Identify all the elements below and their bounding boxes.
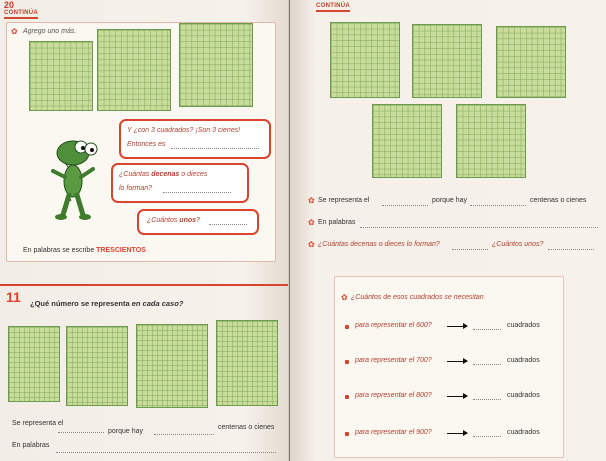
words-sentence: En palabras se escribe TRESCIENTOS <box>23 247 146 254</box>
box-question: ¿Cuántos de esos cuadrados se necesitan <box>351 294 484 301</box>
rep-label-right: Se representa el <box>318 197 370 204</box>
item-unit: cuadrados <box>507 322 540 329</box>
answer-line[interactable] <box>171 148 259 149</box>
section-number: 11 <box>6 289 21 305</box>
hundred-square-r4 <box>372 104 442 178</box>
answer-line[interactable] <box>452 249 488 250</box>
answer-line[interactable] <box>58 432 104 433</box>
bullet-icon <box>345 325 349 329</box>
hundred-square-11-3 <box>136 324 208 408</box>
bullet-icon <box>345 360 349 364</box>
speech-bubble-hundreds <box>119 119 271 159</box>
hundred-square-r1 <box>330 22 400 98</box>
hundred-square-r5 <box>456 104 526 178</box>
bubble-hundreds-line2: Entonces es <box>127 141 166 148</box>
answer-line[interactable] <box>470 205 526 206</box>
arrow-right-icon <box>447 433 467 434</box>
left-page <box>0 0 289 461</box>
section11-question: ¿Qué número se representa en cada caso? <box>30 299 184 308</box>
hundreds-needed-box <box>334 276 564 458</box>
right-page <box>290 0 606 461</box>
answer-line[interactable] <box>473 436 501 437</box>
star-icon: ✿ <box>308 240 315 249</box>
arrow-right-icon <box>447 361 467 362</box>
section-divider <box>0 284 288 286</box>
bubble-hundreds-line1: Y ¿con 3 cuadrados? ¡Son 3 cienes! <box>127 127 241 134</box>
answer-line[interactable] <box>473 399 501 400</box>
item-label: para representar el 600? <box>355 322 432 329</box>
hundred-square-11-1 <box>8 326 60 402</box>
arrow-right-icon <box>447 326 467 327</box>
hundred-square-r2 <box>412 24 482 98</box>
item-unit: cuadrados <box>507 429 540 436</box>
answer-line[interactable] <box>56 452 276 453</box>
continua-tag: CONTINÚA <box>4 10 39 16</box>
star-icon: ✿ <box>11 27 18 36</box>
star-icon: ✿ <box>308 218 315 227</box>
tens-question: ¿Cuántas decenas o dieces lo forman? <box>318 241 440 248</box>
item-label: para representar el 700? <box>355 357 432 364</box>
bubble-units-text: ¿Cuántos unos? <box>147 217 200 224</box>
rep-label-left: Se representa el <box>12 420 64 427</box>
item-unit: cuadrados <box>507 392 540 399</box>
bullet-icon <box>345 432 349 436</box>
hundred-square-2 <box>97 29 171 111</box>
speech-bubble-units <box>137 209 259 235</box>
exercise-box-top <box>6 22 276 262</box>
hundred-square-11-4 <box>216 320 278 406</box>
item-label: para representar el 800? <box>355 392 432 399</box>
words-label-left: En palabras <box>12 442 50 449</box>
item-label: para representar el 900? <box>355 429 432 436</box>
because-label-left: porque hay <box>108 428 144 435</box>
arrow-right-icon <box>447 396 467 397</box>
units-question: ¿Cuántos unos? <box>492 241 544 248</box>
hundred-square-r3 <box>496 26 566 98</box>
speech-bubble-tens <box>111 163 249 203</box>
bullet-icon <box>345 395 349 399</box>
hundred-square-11-2 <box>66 326 128 406</box>
answer-line[interactable] <box>473 364 501 365</box>
hundred-square-3 <box>179 23 253 107</box>
words-label-right: En palabras <box>318 219 356 226</box>
star-icon: ✿ <box>341 293 348 302</box>
answer-line[interactable] <box>473 329 501 330</box>
because-label-right: porque hay <box>432 197 468 204</box>
star-icon: ✿ <box>308 196 315 205</box>
bubble-tens-line2: lo forman? <box>119 185 153 192</box>
answer-line[interactable] <box>360 227 598 228</box>
hundreds-label-right: centenas o cienes <box>530 197 587 204</box>
answer-line[interactable] <box>548 249 594 250</box>
bubble-tens-line1: ¿Cuántas decenas o dieces <box>119 171 208 178</box>
hundred-square-1 <box>29 41 93 111</box>
answer-line[interactable] <box>154 434 214 435</box>
hundreds-label-left: centenas o cienes <box>218 424 275 431</box>
continua-tag: CONTINÚA <box>316 3 351 9</box>
answer-line[interactable] <box>209 224 247 225</box>
alien-character-illustration <box>43 131 113 223</box>
answer-line[interactable] <box>163 192 231 193</box>
add-one-more-text: Agrego uno más. <box>23 28 77 35</box>
item-unit: cuadrados <box>507 357 540 364</box>
answer-line[interactable] <box>382 205 428 206</box>
page-number: 20 <box>4 0 15 10</box>
